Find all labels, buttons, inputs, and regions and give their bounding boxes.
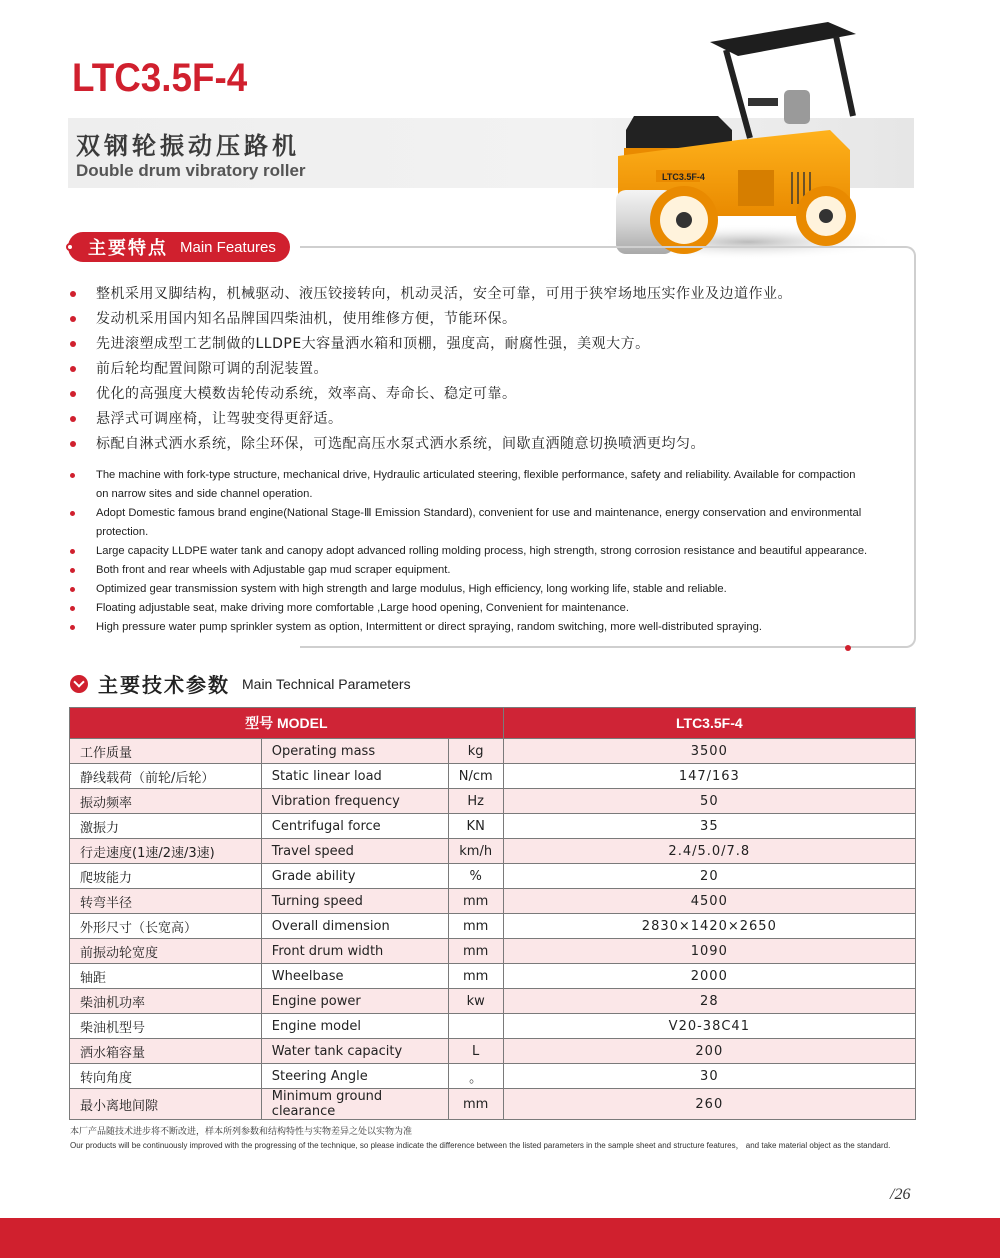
feature-cn-item: 前后轮均配置间隙可调的刮泥装置。 bbox=[70, 357, 900, 382]
product-name-en: Double drum vibratory roller bbox=[76, 161, 306, 180]
spec-cell-cn: 柴油机型号 bbox=[70, 1014, 262, 1039]
spec-cell-unit: mm bbox=[448, 1089, 503, 1120]
spec-cell-en: Centrifugal force bbox=[261, 814, 448, 839]
spec-cell-en: Overall dimension bbox=[261, 914, 448, 939]
spec-cell-unit: km/h bbox=[448, 839, 503, 864]
spec-cell-cn: 行走速度(1速/2速/3速) bbox=[70, 839, 262, 864]
spec-cell-unit: Hz bbox=[448, 789, 503, 814]
spec-cell-en: Wheelbase bbox=[261, 964, 448, 989]
spec-cell-cn: 转弯半径 bbox=[70, 889, 262, 914]
machine-label: LTC3.5F-4 bbox=[662, 172, 705, 182]
spec-cell-cn: 洒水箱容量 bbox=[70, 1039, 262, 1064]
params-header-en: Main Technical Parameters bbox=[242, 675, 411, 692]
table-row bbox=[70, 764, 916, 789]
table-row bbox=[70, 739, 916, 764]
table-row bbox=[70, 939, 916, 964]
table-row bbox=[70, 914, 916, 939]
spec-cell-value: 35 bbox=[503, 814, 915, 839]
model-title: LTC3.5F-4 bbox=[72, 56, 248, 100]
table-row bbox=[70, 814, 916, 839]
spec-cell-unit: KN bbox=[448, 814, 503, 839]
table-row bbox=[70, 1014, 916, 1039]
features-header-dot bbox=[66, 243, 74, 251]
table-row bbox=[70, 1089, 916, 1120]
footnote-en: Our products will be continuously improved with the progressing of the technique, so please indicate the difference between the listed parameters in the sample sheet and structure features， and take material object as the standard. bbox=[70, 1141, 891, 1150]
spec-cell-cn: 振动频率 bbox=[70, 789, 262, 814]
table-row bbox=[70, 864, 916, 889]
spec-cell-en: Turning speed bbox=[261, 889, 448, 914]
spec-cell-value: 200 bbox=[503, 1039, 915, 1064]
spec-cell-value: 20 bbox=[503, 864, 915, 889]
feature-en-item: High pressure water pump sprinkler system as option, Intermittent or direct spraying, random switching, more well-distributed spraying. bbox=[70, 618, 870, 637]
spec-cell-unit: L bbox=[448, 1039, 503, 1064]
feature-en-item: Adopt Domestic famous brand engine(National Stage-Ⅲ Emission Standard), convenient for use and maintenance, energy conservation and environmental protection. bbox=[70, 504, 870, 542]
spec-cell-en: Engine power bbox=[261, 989, 448, 1014]
table-row bbox=[70, 989, 916, 1014]
table-row bbox=[70, 964, 916, 989]
spec-cell-en: Vibration frequency bbox=[261, 789, 448, 814]
spec-cell-unit: kg bbox=[448, 739, 503, 764]
params-header bbox=[70, 669, 411, 698]
features-list-cn bbox=[70, 282, 900, 457]
feature-en-item: Optimized gear transmission system with high strength and large modulus, High efficiency, long working life, stable and reliable. bbox=[70, 580, 870, 599]
feature-cn-item: 标配自淋式洒水系统，除尘环保，可选配高压水泵式洒水系统，间歇直洒随意切换喷洒更均匀。 bbox=[70, 432, 900, 457]
spec-cell-cn: 轴距 bbox=[70, 964, 262, 989]
frame-end-dot bbox=[845, 645, 851, 651]
spec-cell-unit: mm bbox=[448, 964, 503, 989]
spec-cell-en: Static linear load bbox=[261, 764, 448, 789]
spec-cell-cn: 爬坡能力 bbox=[70, 864, 262, 889]
spec-cell-unit: % bbox=[448, 864, 503, 889]
spec-cell-cn: 激振力 bbox=[70, 814, 262, 839]
spec-cell-en: Grade ability bbox=[261, 864, 448, 889]
feature-en-item: Both front and rear wheels with Adjustable gap mud scraper equipment. bbox=[70, 561, 870, 580]
features-header-en: Main Features bbox=[180, 238, 276, 256]
spec-cell-value: 4500 bbox=[503, 889, 915, 914]
spec-cell-en: Minimum ground clearance bbox=[261, 1089, 448, 1120]
feature-cn-item: 先进滚塑成型工艺制做的LLDPE大容量洒水箱和顶棚，强度高，耐腐性强，美观大方。 bbox=[70, 332, 900, 357]
spec-cell-value: 3500 bbox=[503, 739, 915, 764]
table-row bbox=[70, 789, 916, 814]
footnote-cn: 本厂产品随技术进步将不断改进，样本所列参数和结构特性与实物差异之处以实物为准 bbox=[70, 1127, 413, 1137]
spec-cell-value: 2000 bbox=[503, 964, 915, 989]
spec-cell-unit: 。 bbox=[448, 1064, 503, 1089]
product-name-cn: 双钢轮振动压路机 bbox=[76, 132, 300, 160]
spec-cell-cn: 前振动轮宽度 bbox=[70, 939, 262, 964]
spec-cell-value: 2830×1420×2650 bbox=[503, 914, 915, 939]
feature-cn-item: 悬浮式可调座椅，让驾驶变得更舒适。 bbox=[70, 407, 900, 432]
spec-cell-en: Water tank capacity bbox=[261, 1039, 448, 1064]
table-row bbox=[70, 839, 916, 864]
spec-cell-unit: N/cm bbox=[448, 764, 503, 789]
features-list-en bbox=[70, 466, 870, 637]
feature-en-item: The machine with fork-type structure, mechanical drive, Hydraulic articulated steering, flexible performance, safety and reliability. Available for compaction on narrow sites and side channel operation. bbox=[70, 466, 870, 504]
table-row bbox=[70, 1039, 916, 1064]
params-header-cn: 主要技术参数 bbox=[98, 673, 230, 697]
spec-cell-unit bbox=[448, 1014, 503, 1039]
spec-cell-unit: mm bbox=[448, 914, 503, 939]
features-header-cn: 主要特点 bbox=[88, 238, 168, 259]
footnote bbox=[70, 1124, 920, 1151]
page-number: /26 bbox=[890, 1186, 911, 1203]
bottom-bar bbox=[0, 1218, 1000, 1258]
spec-cell-unit: mm bbox=[448, 889, 503, 914]
spec-cell-unit: mm bbox=[448, 939, 503, 964]
feature-en-item: Floating adjustable seat, make driving more comfortable ,Large hood opening, Convenient for maintenance. bbox=[70, 599, 870, 618]
spec-cell-value: 147/163 bbox=[503, 764, 915, 789]
spec-cell-en: Steering Angle bbox=[261, 1064, 448, 1089]
feature-en-item: Large capacity LLDPE water tank and canopy adopt advanced rolling molding process, high strength, strong corrosion resistance and beautiful appearance. bbox=[70, 542, 870, 561]
spec-cell-value: 1090 bbox=[503, 939, 915, 964]
spec-cell-en: Operating mass bbox=[261, 739, 448, 764]
table-row bbox=[70, 1064, 916, 1089]
spec-cell-cn: 最小离地间隙 bbox=[70, 1089, 262, 1120]
spec-cell-value: 30 bbox=[503, 1064, 915, 1089]
spec-cell-unit: kw bbox=[448, 989, 503, 1014]
spec-table bbox=[69, 707, 916, 1120]
feature-cn-item: 整机采用叉脚结构，机械驱动、液压铰接转向，机动灵活，安全可靠，可用于狭窄场地压实作业及边道作业。 bbox=[70, 282, 900, 307]
spec-table-header-row bbox=[70, 708, 916, 739]
spec-cell-value: 50 bbox=[503, 789, 915, 814]
spec-cell-cn: 外形尺寸（长宽高） bbox=[70, 914, 262, 939]
feature-cn-item: 优化的高强度大模数齿轮传动系统，效率高、寿命长、稳定可靠。 bbox=[70, 382, 900, 407]
feature-cn-item: 发动机采用国内知名品牌国四柴油机，使用维修方便，节能环保。 bbox=[70, 307, 900, 332]
spec-header-model-label: 型号 MODEL bbox=[70, 708, 504, 739]
spec-cell-cn: 工作质量 bbox=[70, 739, 262, 764]
spec-cell-value: 28 bbox=[503, 989, 915, 1014]
chevron-down-icon bbox=[70, 675, 88, 693]
spec-cell-value: 260 bbox=[503, 1089, 915, 1120]
spec-cell-en: Front drum width bbox=[261, 939, 448, 964]
road-roller-illustration bbox=[598, 20, 898, 260]
spec-cell-cn: 柴油机功率 bbox=[70, 989, 262, 1014]
features-header bbox=[68, 232, 290, 262]
spec-header-model-value: LTC3.5F-4 bbox=[503, 708, 915, 739]
spec-cell-cn: 静线载荷（前轮/后轮） bbox=[70, 764, 262, 789]
spec-cell-en: Engine model bbox=[261, 1014, 448, 1039]
table-row bbox=[70, 889, 916, 914]
spec-cell-cn: 转向角度 bbox=[70, 1064, 262, 1089]
spec-cell-value: 2.4/5.0/7.8 bbox=[503, 839, 915, 864]
spec-cell-en: Travel speed bbox=[261, 839, 448, 864]
spec-cell-value: V20-38C41 bbox=[503, 1014, 915, 1039]
